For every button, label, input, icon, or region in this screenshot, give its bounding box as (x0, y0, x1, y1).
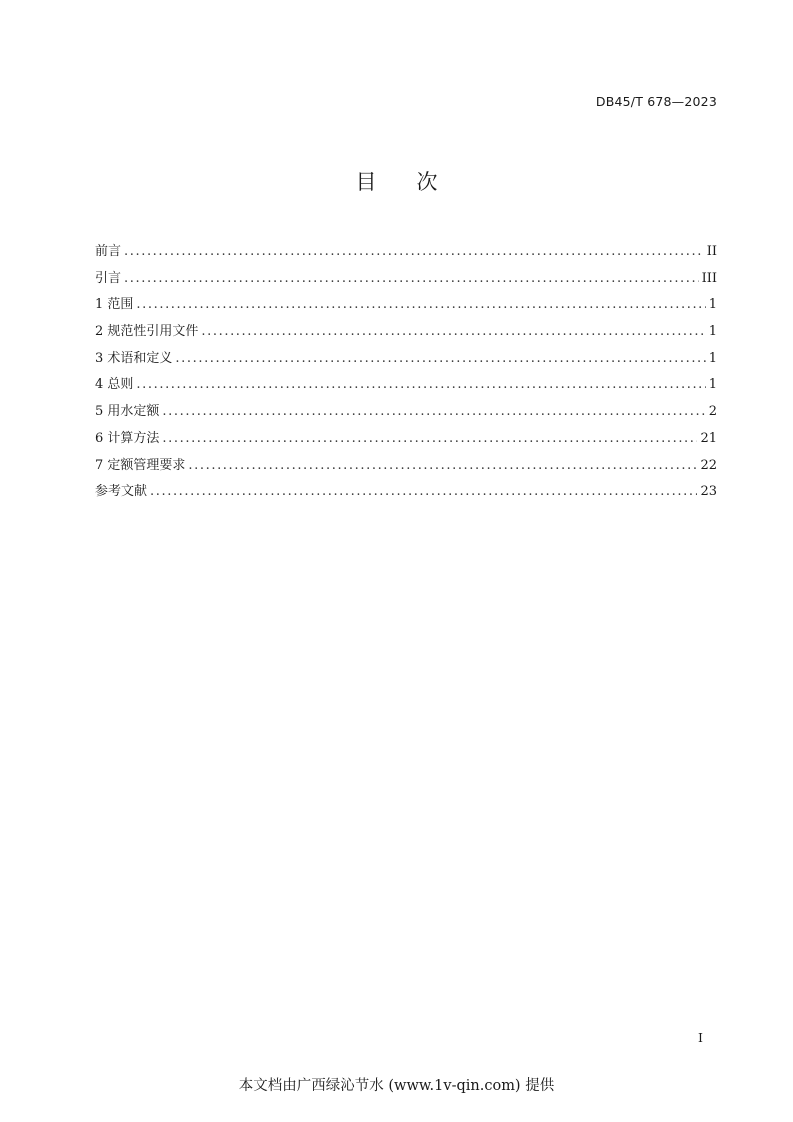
toc-entry-label: 引言 (95, 270, 122, 286)
toc-title-char-2: 次 (416, 170, 438, 194)
toc-entry-page: III (701, 270, 717, 286)
toc-entry-page: 23 (700, 484, 717, 500)
toc-leader-dots (162, 399, 705, 426)
toc-leader-dots (136, 372, 705, 399)
toc-entry-normative-references[interactable] (95, 319, 717, 346)
toc-list (95, 239, 717, 506)
toc-leader-dots (162, 426, 697, 453)
toc-entry-page: 22 (700, 457, 717, 473)
toc-entry-general-principles[interactable] (95, 372, 717, 399)
toc-entry-page: 1 (708, 297, 717, 313)
toc-entry-label: 4 总则 (95, 377, 134, 393)
toc-leader-dots (124, 266, 699, 293)
toc-entry-page: 1 (708, 377, 717, 393)
toc-entry-label: 7 定额管理要求 (95, 457, 186, 473)
toc-leader-dots (175, 346, 705, 373)
toc-entry-introduction[interactable] (95, 266, 717, 293)
toc-entry-page: 21 (700, 430, 717, 446)
toc-entry-label: 前言 (95, 244, 122, 259)
toc-entry-label: 1 范围 (95, 297, 134, 313)
toc-entry-bibliography[interactable] (95, 479, 717, 506)
toc-entry-foreword[interactable] (95, 239, 717, 266)
toc-entry-calculation-method[interactable] (95, 426, 717, 453)
toc-entry-page: II (706, 244, 717, 259)
toc-entry-label: 6 计算方法 (95, 430, 160, 446)
toc-leader-dots (124, 239, 704, 266)
toc-entry-water-quota[interactable] (95, 399, 717, 426)
toc-entry-page: 2 (708, 404, 717, 420)
toc-entry-terms-definitions[interactable] (95, 346, 717, 373)
toc-entry-label: 5 用水定额 (95, 404, 160, 420)
footer-note: 本文档由广西绿沁节水 (www.1v-qin.com) 提供 (238, 1078, 555, 1094)
toc-entry-label: 参考文献 (95, 484, 148, 500)
toc-title (0, 166, 793, 196)
toc-entry-label: 3 术语和定义 (95, 350, 173, 366)
toc-entry-page: 1 (708, 324, 717, 340)
toc-title-char-1: 目 (355, 170, 377, 194)
toc-entry-scope[interactable] (95, 292, 717, 319)
toc-leader-dots (188, 453, 697, 480)
toc-leader-dots (150, 479, 697, 506)
document-code: DB45/T 678—2023 (595, 94, 717, 109)
toc-entry-label: 2 规范性引用文件 (95, 324, 199, 340)
toc-leader-dots (201, 319, 705, 346)
page-number: I (698, 1030, 703, 1045)
toc-entry-page: 1 (708, 350, 717, 366)
toc-entry-quota-management[interactable] (95, 453, 717, 480)
toc-leader-dots (136, 292, 705, 319)
